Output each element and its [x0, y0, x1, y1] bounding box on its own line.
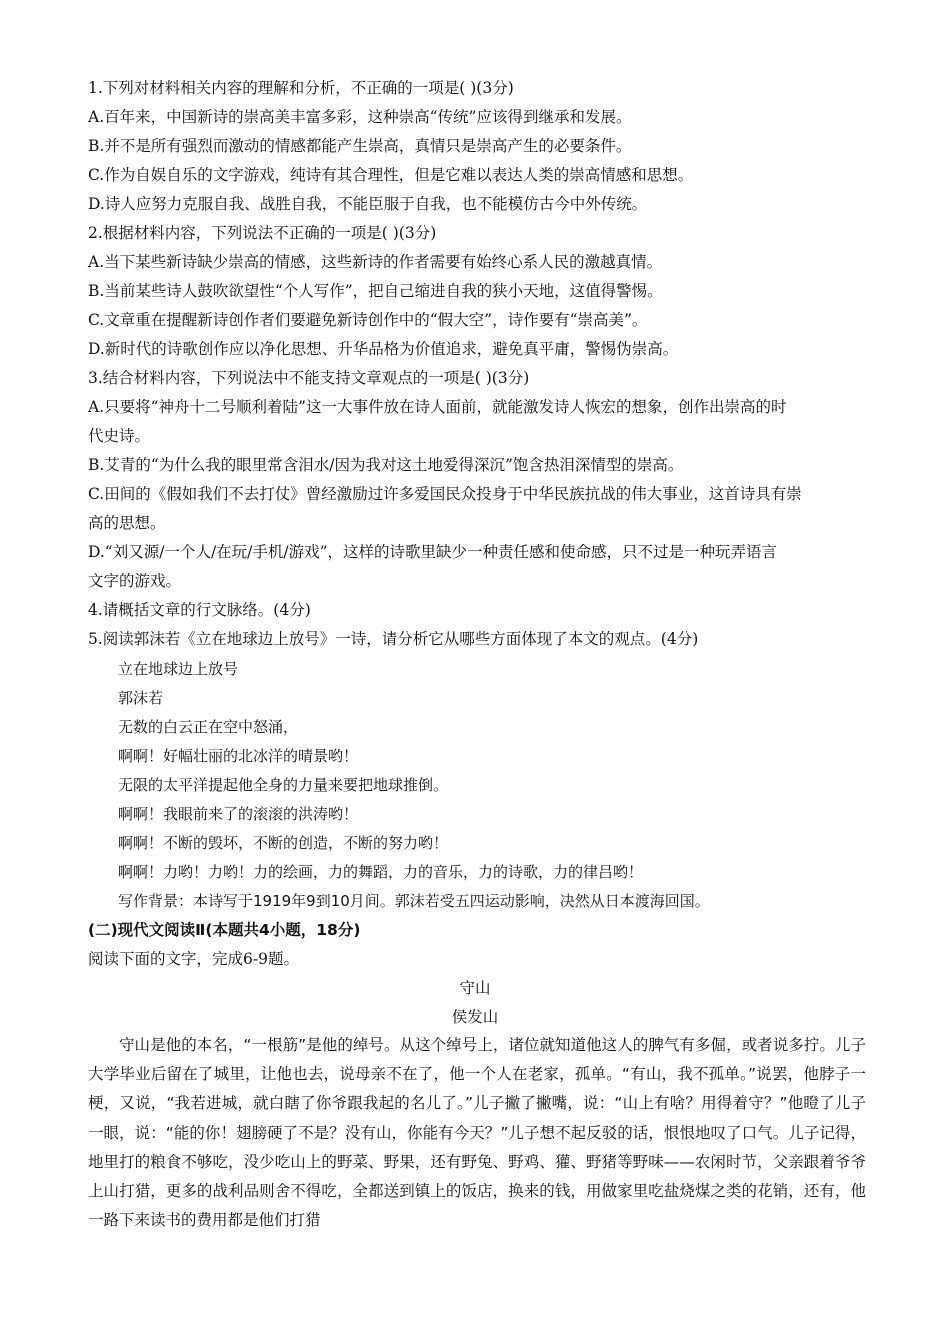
story-author: 侯发山	[451, 1008, 499, 1026]
q1-stem: 1.下列对材料相关内容的理解和分析，不正确的一项是( )(3分)	[88, 79, 514, 97]
q2-option-c: C.文章重在提醒新诗创作者们要避免新诗创作中的“假大空”，诗作要有“崇高美”。	[88, 311, 648, 329]
q3-option-d-cont: 文字的游戏。	[88, 572, 182, 590]
section-heading: (二)现代文阅读Ⅱ(本题共4小题，18分)	[88, 921, 361, 939]
q5-stem: 5.阅读郭沫若《立在地球边上放号》一诗，请分析它从哪些方面体现了本文的观点。(4分)	[88, 630, 699, 648]
q1-option-d: D.诗人应努力克服自我、战胜自我，不能臣服于自我，也不能模仿古今中外传统。	[88, 195, 648, 213]
q3-option-a-cont: 代史诗。	[88, 427, 151, 445]
q3-option-b: B.艾青的“为什么我的眼里常含泪水/因为我对这土地爱得深沉”饱含热泪深情型的崇高。	[88, 456, 684, 474]
q3-stem: 3.结合材料内容，下列说法中不能支持文章观点的一项是( )(3分)	[88, 369, 530, 387]
section-instruction: 阅读下面的文字，完成6-9题。	[88, 950, 299, 968]
q1-option-b: B.并不是所有强烈而激动的情感都能产生崇高，真情只是崇高产生的必要条件。	[88, 137, 632, 155]
q3-option-d: D.“刘又源/一个人/在玩/手机/游戏”，这样的诗歌里缺少一种责任感和使命感，只不过是一种玩弄语言	[88, 543, 778, 561]
poem-author: 郭沫若	[118, 689, 164, 707]
poem-line: 无数的白云正在空中怒涌，	[118, 718, 299, 736]
q2-option-d: D.新时代的诗歌创作应以净化思想、升华品格为价值追求，避免真平庸，警惕伪崇高。	[88, 340, 679, 358]
q2-option-b: B.当前某些诗人鼓吹欲望性“个人写作”，把自己缩进自我的狭小天地，这值得警惕。	[88, 282, 663, 300]
poem-line: 啊啊！不断的毁坏，不断的创造，不断的努力哟！	[118, 834, 449, 852]
q3-option-c-cont: 高的思想。	[88, 514, 166, 532]
poem-line: 啊啊！好幅壮丽的北冰洋的晴景哟！	[118, 747, 359, 765]
poem-line: 啊啊！力哟！力哟！力的绘画，力的舞蹈，力的音乐，力的诗歌，力的律吕哟！	[118, 863, 644, 881]
poem-background: 写作背景：本诗写于1919年9到10月间。郭沫若受五四运动影响，决然从日本渡海回国。	[118, 892, 710, 910]
q4-stem: 4.请概括文章的行文脉络。(4分)	[88, 601, 311, 619]
story-title: 守山	[459, 979, 491, 997]
poem-line: 无限的太平洋提起他全身的力量来要把地球推倒。	[118, 776, 449, 794]
story-paragraph: 守山是他的本名，“一根筋”是他的绰号。从这个绰号上，诸位就知道他这人的脾气有多倔，或者说多拧。儿子大学毕业后留在了城里，让他也去，说母亲不在了，他一个人在老家，孤单。“有山，我不孤单。”说罢，他脖子一梗，又说，“我若进城，就白瞎了你爷跟我起的名儿了。”儿子撇了撇嘴，说：“山上有啥？用得着守？”他瞪了儿子一眼，说：“能的你！翅膀硬了不是？没有山，你能有今天？”儿子想不起反驳的话，恨恨地叹了口气。儿子记得，地里打的粮食不够吃，没少吃山上的野菜、野果，还有野兔、野鸡、獾、野猪等野味——农闲时节，父亲跟着爷爷上山打猎，更多的战利品则舍不得吃，全都送到镇上的饭店，换来的钱，用做家里吃盐烧煤之类的花销，还有，他一路下来读书的费用都是他们打猎	[88, 1036, 866, 1230]
q3-option-a: A.只要将“神舟十二号顺利着陆”这一大事件放在诗人面前，就能激发诗人恢宏的想象，创作出崇高的时	[88, 398, 787, 416]
q1-option-a: A.百年来，中国新诗的崇高美丰富多彩，这种崇高“传统”应该得到继承和发展。	[88, 108, 632, 126]
q1-option-c: C.作为自娱自乐的文字游戏，纯诗有其合理性，但是它难以表达人类的崇高情感和思想。	[88, 166, 694, 184]
poem-title: 立在地球边上放号	[118, 660, 239, 678]
q2-stem: 2.根据材料内容，下列说法不正确的一项是( )(3分)	[88, 224, 437, 242]
q2-option-a: A.当下某些新诗缺少崇高的情感，这些新诗的作者需要有始终心系人民的激越真情。	[88, 253, 663, 271]
q3-option-c: C.田间的《假如我们不去打仗》曾经激励过许多爱国民众投身于中华民族抗战的伟大事业，这首诗具有崇	[88, 485, 802, 503]
poem-line: 啊啊！我眼前来了的滚滚的洪涛哟！	[118, 805, 359, 823]
